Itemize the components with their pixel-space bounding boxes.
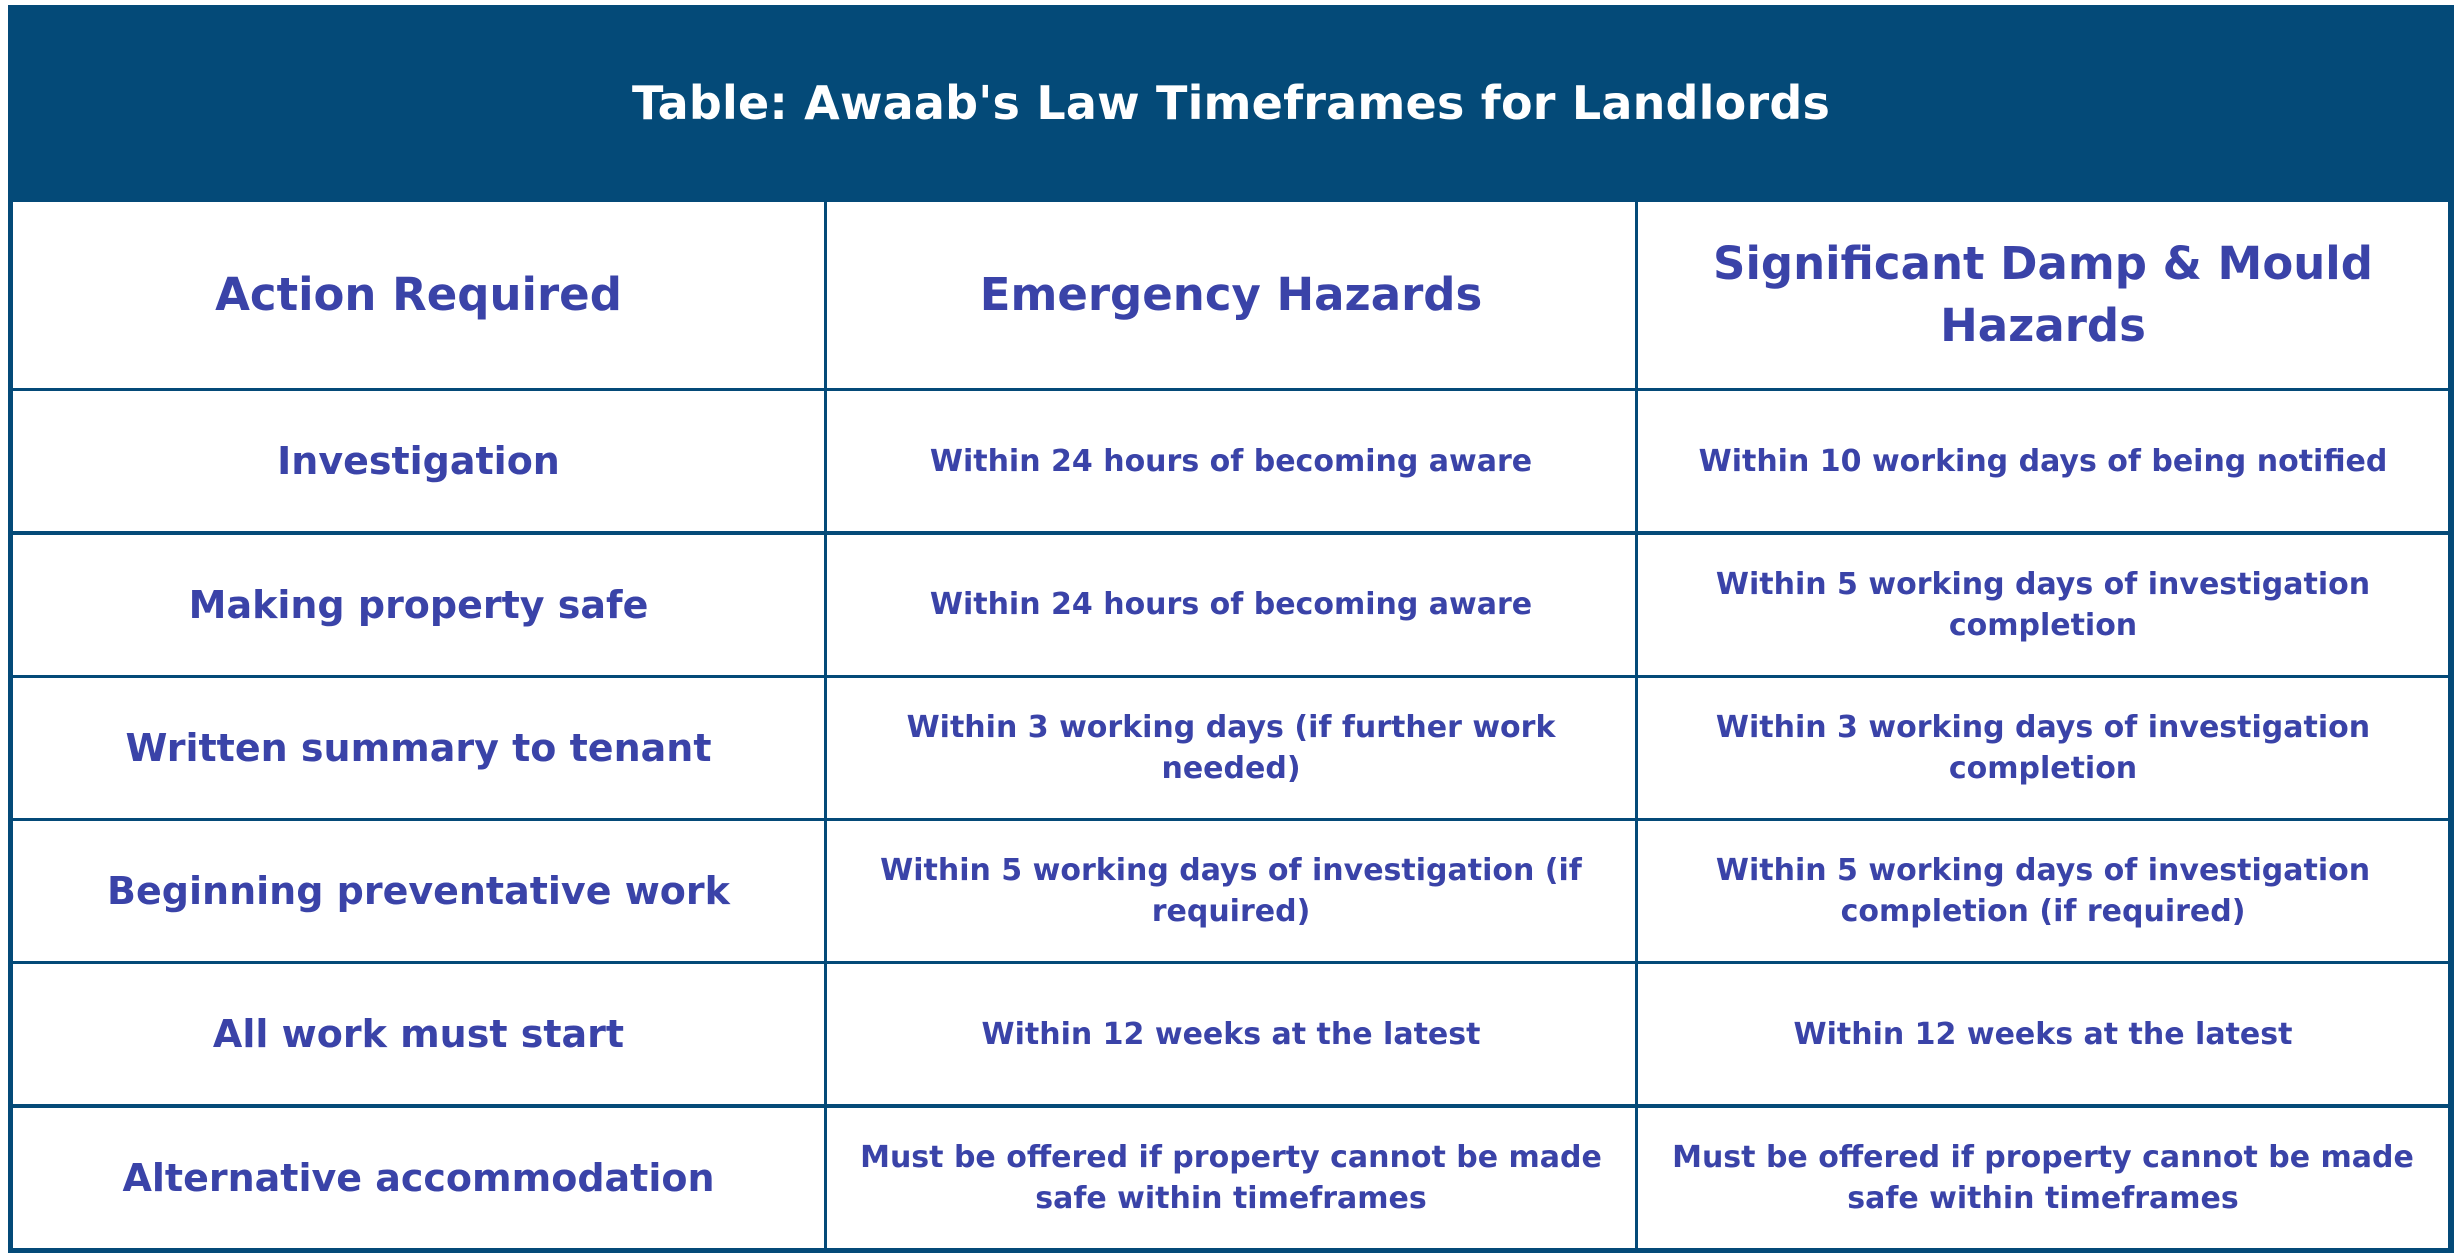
cell-investigation-damp: Within 10 working days of being notified (1638, 391, 2448, 531)
cell-written-summary-emergency: Within 3 working days (if further work needed) (827, 678, 1635, 818)
column-header-emergency-hazards: Emergency Hazards (827, 202, 1635, 388)
column-header-action-required: Action Required (13, 202, 824, 388)
timeframes-table (8, 5, 2454, 1253)
cell-making-safe-damp: Within 5 working days of investigation completion (1638, 535, 2448, 675)
cell-investigation-emergency: Within 24 hours of becoming aware (827, 391, 1635, 531)
row-label-all-work-start: All work must start (13, 964, 824, 1104)
cell-written-summary-damp: Within 3 working days of investigation completion (1638, 678, 2448, 818)
row-label-preventative-work: Beginning preventative work (13, 821, 824, 961)
cell-making-safe-emergency: Within 24 hours of becoming aware (827, 535, 1635, 675)
column-header-damp-mould-hazards: Significant Damp & Mould Hazards (1638, 202, 2448, 388)
cell-all-work-start-emergency: Within 12 weeks at the latest (827, 964, 1635, 1104)
row-label-making-safe: Making property safe (13, 535, 824, 675)
cell-all-work-start-damp: Within 12 weeks at the latest (1638, 964, 2448, 1104)
table-grid (13, 202, 2448, 1248)
row-label-written-summary: Written summary to tenant (13, 678, 824, 818)
cell-preventative-work-emergency: Within 5 working days of investigation (if required) (827, 821, 1635, 961)
row-label-alternative-accommodation: Alternative accommodation (13, 1108, 824, 1248)
cell-preventative-work-damp: Within 5 working days of investigation completion (if required) (1638, 821, 2448, 961)
cell-alternative-accommodation-damp: Must be offered if property cannot be made safe within timeframes (1638, 1108, 2448, 1248)
row-label-investigation: Investigation (13, 391, 824, 531)
cell-alternative-accommodation-emergency: Must be offered if property cannot be made safe within timeframes (827, 1108, 1635, 1248)
table-title: Table: Awaab's Law Timeframes for Landlords (631, 75, 1831, 130)
